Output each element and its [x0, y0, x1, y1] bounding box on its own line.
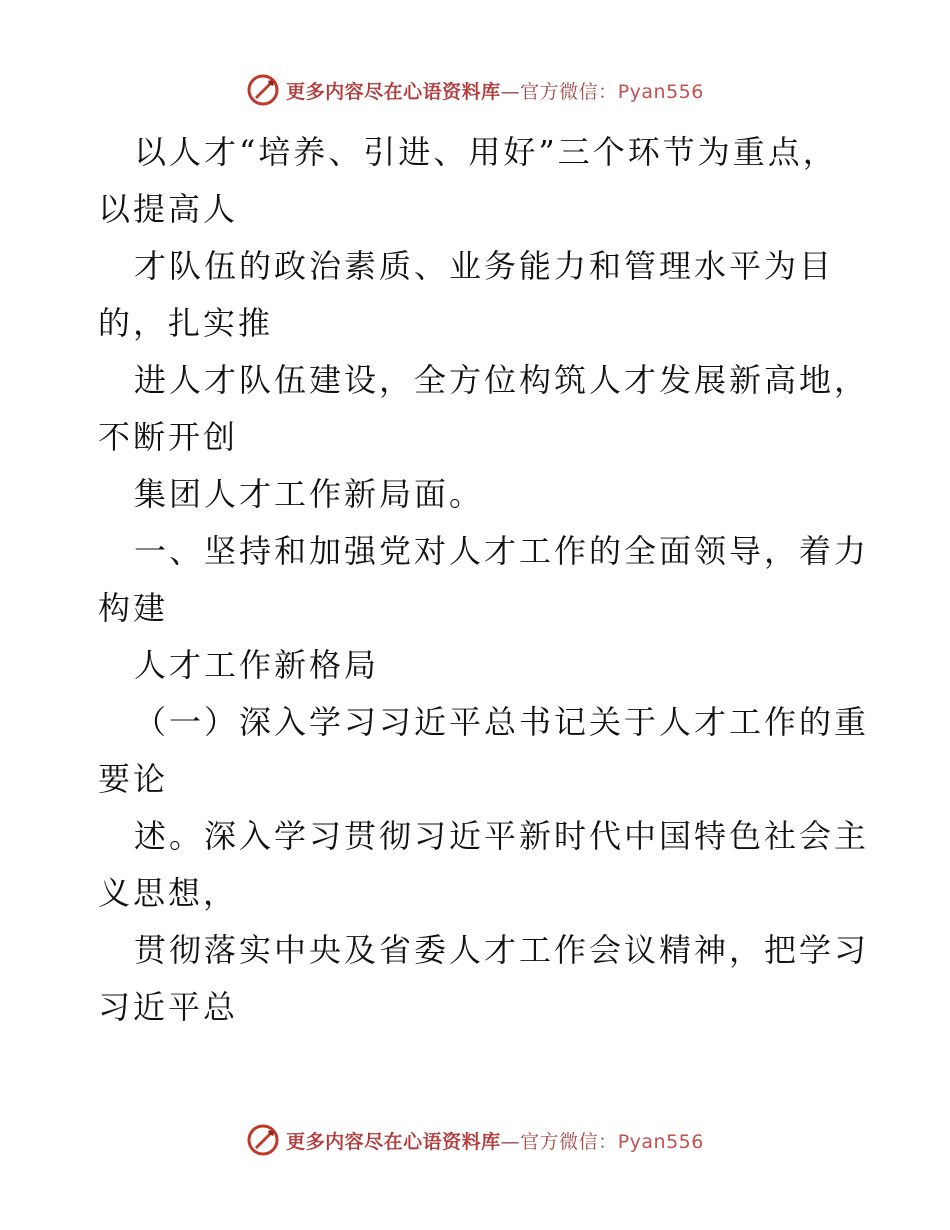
watermark-separator: —	[500, 1130, 521, 1153]
text-line: 进人才队伍建设，全方位构筑人才发展新高地，	[134, 361, 870, 399]
watermark-text	[286, 1127, 704, 1154]
subsection-heading-line: （一）深入学习习近平总书记关于人才工作的重	[134, 703, 870, 741]
text-line: 贯彻落实中央及省委人才工作会议精神，把学习	[134, 931, 870, 969]
section-heading-line: 一、坚持和加强党对人才工作的全面领导，着力	[134, 532, 870, 570]
watermark-wechat-id: Pyan556	[617, 1130, 704, 1153]
watermark-separator: —	[500, 80, 521, 103]
text-line: 以提高人	[98, 190, 239, 228]
subsection-heading-line: 要论	[98, 760, 169, 798]
quill-pen-logo-icon	[246, 73, 280, 107]
watermark-wechat-label: 官方微信：	[520, 1130, 618, 1153]
watermark-text	[286, 77, 704, 104]
text-line: 以人才“培养、引进、用好”三个环节为重点，	[134, 133, 838, 171]
section-heading-line: 人才工作新格局	[134, 646, 380, 684]
header-watermark	[0, 70, 950, 110]
text-line: 的，扎实推	[98, 304, 274, 342]
text-line: 习近平总	[98, 988, 239, 1026]
text-line: 集团人才工作新局面。	[134, 475, 485, 513]
watermark-brand: 更多内容尽在心语资料库	[286, 1130, 501, 1153]
quill-pen-logo-icon	[246, 1123, 280, 1157]
text-line: 不断开创	[98, 418, 239, 456]
watermark-wechat-label: 官方微信：	[520, 80, 618, 103]
text-line: 义思想，	[98, 874, 239, 912]
text-line: 才队伍的政治素质、业务能力和管理水平为目	[134, 247, 835, 285]
section-heading-line: 构建	[98, 589, 169, 627]
footer-watermark	[0, 1120, 950, 1160]
watermark-brand: 更多内容尽在心语资料库	[286, 80, 501, 103]
document-body	[98, 124, 870, 1036]
text-line: 述。深入学习贯彻习近平新时代中国特色社会主	[134, 817, 870, 855]
watermark-wechat-id: Pyan556	[617, 80, 704, 103]
